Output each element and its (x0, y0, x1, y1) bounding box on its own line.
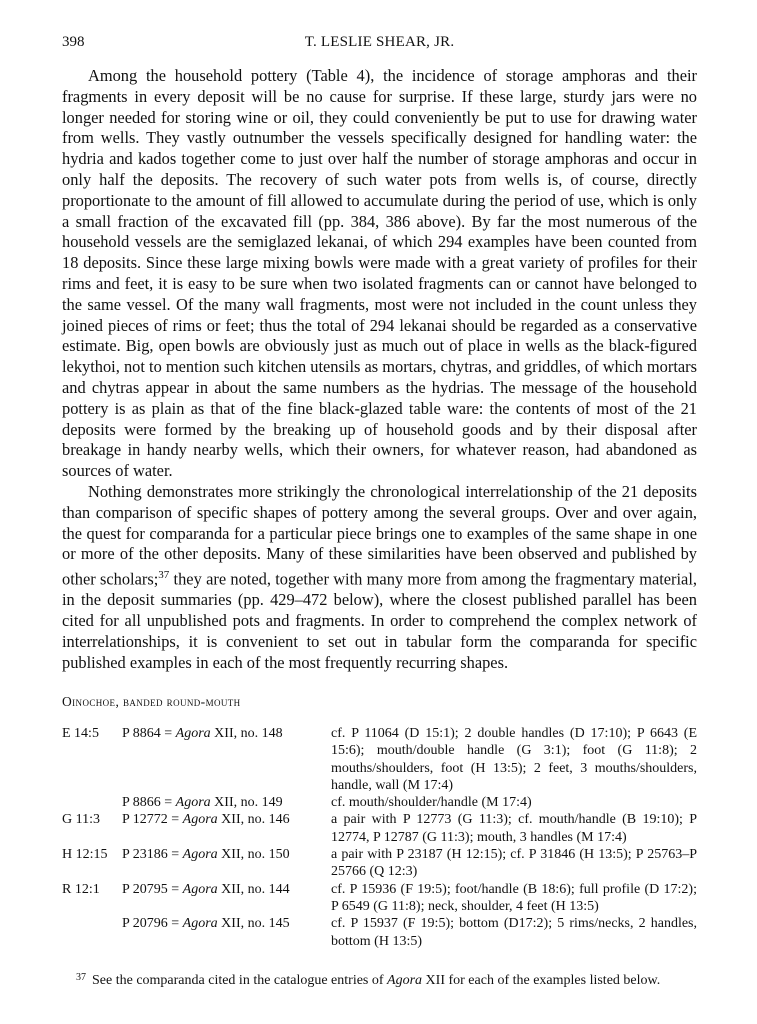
footnote-text-before: See the comparanda cited in the catalogue entries of (92, 973, 388, 988)
comparanda-notes: cf. P 15936 (F 19:5); foot/handle (B 18:6); full profile (D 17:2); P 6549 (G 11:8); neck, shoulder, 4 feet (H 13:5) (331, 881, 697, 914)
deposit-id: E 14:5 (62, 726, 99, 741)
deposit-id: R 12:1 (62, 881, 100, 897)
body-text (62, 66, 697, 674)
comparanda-notes: cf. P 11064 (D 15:1); 2 double handles (D 17:10); P 6643 (E 15:6); mouth/double handle (G 3:1); foot (G 11:8); 2 mouths/shoulders, foot (H 13:5); 2 feet, 3 mouths/shoulders, handle, wall (M 17:4) (331, 726, 697, 793)
object-reference: P 20795 = Agora XII, no. 144 (122, 881, 290, 897)
footnote-mark: 37 (76, 972, 86, 983)
comparanda-row (62, 915, 697, 950)
comparanda-notes: cf. P 15937 (F 19:5); bottom (D17:2); 5 rims/necks, 2 handles, bottom (H 13:5) (331, 916, 697, 949)
section-heading: Oinochoe, banded round-mouth (62, 694, 241, 709)
paragraph-2-text: Nothing demonstrates more strikingly the chronological interrelationship of the 21 deposits than comparison of specific shapes of pottery among the several groups. Over and over again, the quest for comparanda for a particular piece brings one to examples of the same shape in one or more of the other deposits. Many of these similarities have been observed and published by other scholars; (62, 481, 697, 589)
paragraph-2-tail: they are noted, together with many more from among the fragmentary material, in the deposit summaries (pp. 429–472 below), where the closest published parallel has been cited for all unpublished pots and fragments. In order to comprehend the complex network of interrelationships, it is convenient to set out in tabular form the comparanda for specific published examples in each of the most frequently recurring shapes. (62, 569, 697, 672)
footnote-reference[interactable]: 37 (158, 569, 170, 582)
comparanda-row (62, 794, 697, 811)
comparanda-notes: a pair with P 12773 (G 11:3); cf. mouth/handle (B 19:10); P 12774, P 12787 (G 11:3); mouth, 3 handles (M 17:4) (331, 812, 697, 845)
comparanda-notes: cf. mouth/shoulder/handle (M 17:4) (331, 795, 532, 811)
comparanda-row (62, 846, 697, 881)
footnote-text-after: XII for each of the examples listed below. (422, 973, 661, 988)
object-reference: P 23186 = Agora XII, no. 150 (122, 847, 290, 863)
paragraph-1: Among the household pottery (Table 4), the incidence of storage amphoras and their fragments in every deposit will be no cause for surprise. If these large, sturdy jars were no longer needed for storing wine or oil, they could conveniently be put to use for drawing water from wells. They vastly outnumber the vessels specifically designed for handling water: the hydria and kados together come to just over half the number of storage amphoras and occur in only half the deposits. The recovery of such water pots from wells is, of course, directly proportionate to the amount of fill allowed to accumulate during the period of use, which is only a small fraction of the excavated fill (pp. 384, 386 above). By far the most numerous of the household vessels are the semiglazed lekanai, of which 294 examples have been counted from 18 deposits. Since these large mixing bowls were made with a great variety of profiles for their rims and feet, it is easy to be sure when two isolated fragments can or cannot have belonged to the same vessel. Of the many wall fragments, most were not included in the count unless they joined pieces of rims or feet; thus the total of 294 lekanai should be regarded as a conservative estimate. Big, open bowls are obviously just as much out of place in wells as the black-figured lekythoi, not to mention such kitchen utensils as mortars, chytras, and griddles, of which mortars and chytras appear in about the same numbers as the hydrias. The message of the household pottery is as plain as that of the fine black-glazed table ware: the contents of most of the 21 deposits were formed by the breaking up of household goods and by their disposal after breakage in handy nearby wells, which their owners, for whatever reason, had abandoned as sources of water. (62, 66, 697, 481)
comparanda-row (62, 811, 697, 846)
comparanda-table (62, 725, 697, 950)
deposit-id: G 11:3 (62, 812, 100, 828)
running-head-author: T. LESLIE SHEAR, JR. (304, 34, 455, 50)
object-reference: P 20796 = Agora XII, no. 145 (122, 916, 290, 932)
footnote (76, 969, 696, 989)
running-head (62, 34, 697, 54)
comparanda-row (62, 881, 697, 916)
object-reference: P 8864 = Agora XII, no. 148 (122, 726, 283, 741)
comparanda-row (62, 725, 697, 794)
object-reference: P 12772 = Agora XII, no. 146 (122, 812, 290, 828)
comparanda-notes: a pair with P 23187 (H 12:15); cf. P 31846 (H 13:5); P 25763–P 25766 (Q 12:3) (331, 847, 697, 880)
object-reference: P 8866 = Agora XII, no. 149 (122, 795, 283, 811)
page-number: 398 (62, 34, 85, 50)
footnote-text-italic: Agora (387, 973, 423, 988)
deposit-id: H 12:15 (62, 847, 108, 863)
paragraph-2 (62, 482, 697, 674)
